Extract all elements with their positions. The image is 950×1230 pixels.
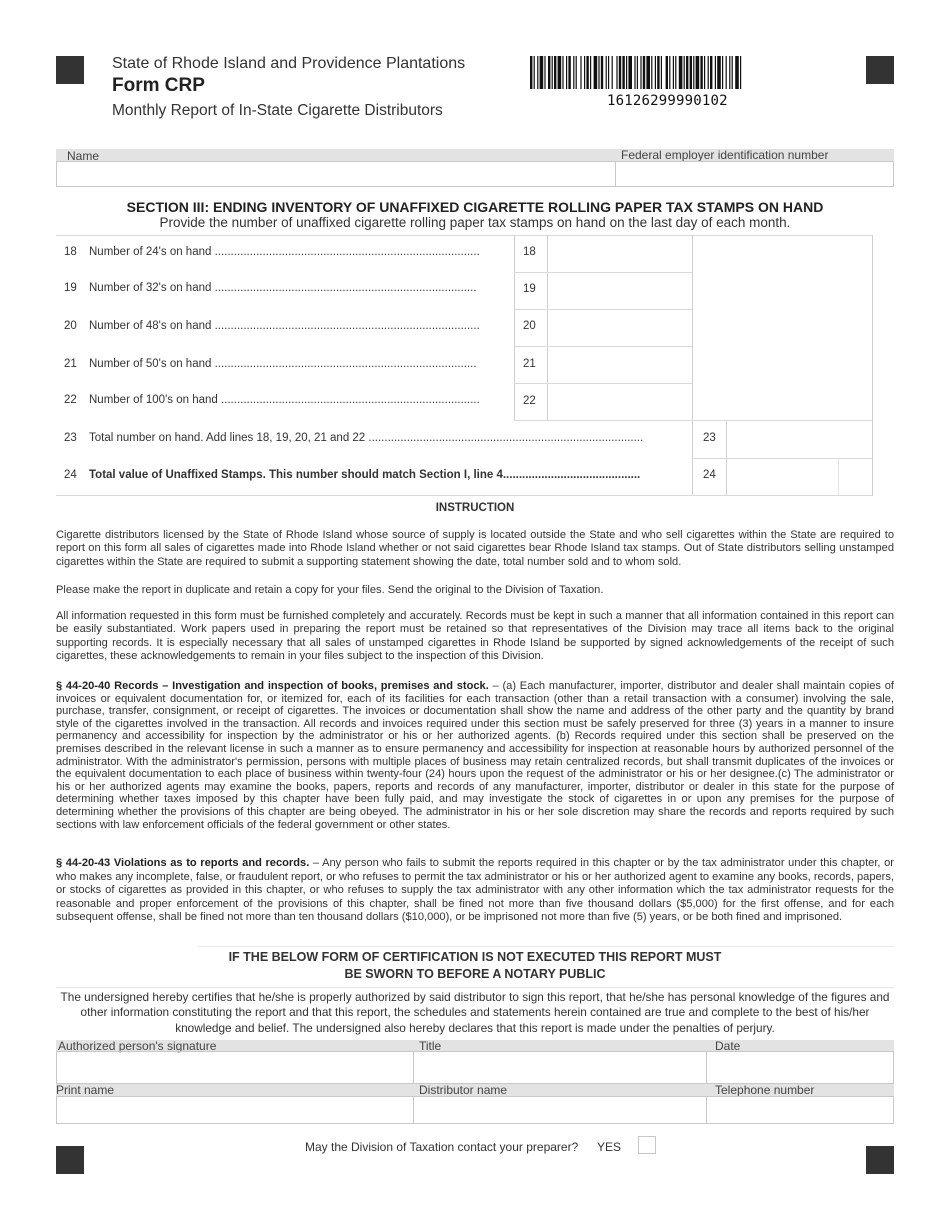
line-23-box-number: 23	[703, 432, 716, 444]
barcode-bar	[640, 56, 641, 89]
barcode-number: 16126299990102	[607, 93, 728, 109]
name-field[interactable]	[56, 161, 616, 187]
print-name-field[interactable]	[56, 1096, 414, 1124]
barcode-bar	[598, 56, 599, 89]
barcode-bar	[612, 56, 613, 89]
barcode-bar	[622, 56, 624, 89]
line-20-number: 20	[64, 320, 77, 332]
barcode-bar	[637, 56, 638, 89]
line-21-input[interactable]	[548, 347, 692, 383]
statute-44-20-40-text: – (a) Each manufacturer, importer, distributor and dealer shall maintain copies of invoices or equivalent documentation for, or itemized for, each of its facilities for each transaction (other than a retail transaction with a consumer) involving the sale, purchase, transfer, consignment, or receipt of cigarettes. The invoices or documentation shall show the name and address of the other party and the quantity by brand style of the cigarettes involved in the transaction. All records and invoices required under this section must be safely preserved for three (3) years in a manner to insure permanency and accessibility for inspection by the administrator or his or her authorized agents. (b) Records required under this section shall be preserved on the premises described in the relevant license in such a manner as to ensure permanency and accessibility for inspection at reasonable hours by authorized personnel of the administrator. With the administrator's permission, persons with multiple places of business may retain centralized records, but shall transmit duplicates of the invoices or the equivalent documentation to each place of business within twenty-four (24) hours upon the request of the administrator or his or her designee.(c) The administrator or his or her authorized agents may examine the books, papers, reports and records of any manufacturer, importer, distributor or dealer in this state for the purpose of determining whether taxes imposed by this chapter have been fully paid, and may investigate the stock of cigarettes in or upon any premises for the purpose of determining whether the provisions of this chapter are being obeyed. The administrator in his or her sole discretion may share the records and reports required by such sections with law enforcement officials of the federal government or other states.	[56, 680, 894, 831]
line-21-number: 21	[64, 358, 77, 370]
preparer-question: May the Division of Taxation contact your preparer?	[305, 1140, 579, 1154]
barcode-bar	[740, 56, 741, 89]
barcode-bar	[657, 56, 659, 89]
line-19-input[interactable]	[548, 273, 692, 309]
barcode-bar	[684, 56, 685, 89]
instruction-paragraph-2: Please make the report in duplicate and retain a copy for your files. Send the original to the Division of Taxation.	[56, 584, 604, 596]
barcode-bar	[562, 56, 563, 89]
barcode-bar	[655, 56, 656, 89]
barcode-bar	[661, 56, 662, 89]
title-field[interactable]	[413, 1051, 707, 1084]
line-21-label: Number of 50's on hand ..................................................................................	[89, 358, 477, 370]
preparer-yes-checkbox[interactable]	[638, 1136, 656, 1154]
table-bottom-border	[56, 495, 872, 496]
barcode	[530, 56, 818, 89]
barcode-bar	[554, 56, 556, 89]
line-24-box-number: 24	[703, 469, 716, 481]
instruction-paragraph-3: All information requested in this form must be furnished completely and accurately. Records must be kept in such a manner that all information contained in this report can be easily substantiated. Work papers used in preparing the report must be retained so that representatives of the Division may trace all items back to the original supporting records. It is especially necessary that all sales of unstamped cigarettes in Rhode Island be supported by signed acknowledgements of the receipt of such cigarettes, these acknowledgements to remain in your files subject to the inspection of this Division.	[56, 610, 894, 663]
col-divider-a	[514, 235, 515, 420]
barcode-bar	[729, 56, 730, 89]
barcode-bar	[616, 56, 617, 89]
line-22-input[interactable]	[548, 384, 692, 420]
line-19-label: Number of 32's on hand ..................................................................................	[89, 282, 477, 294]
distributor-name-label: Distributor name	[419, 1083, 508, 1097]
preparer-yes-label: YES	[597, 1140, 622, 1154]
barcode-bar	[540, 56, 544, 89]
section-3-subtitle: Provide the number of unaffixed cigarette rolling paper tax stamps on hand on the last day of each month.	[159, 215, 791, 230]
statute-44-20-43-heading: § 44-20-43 Violations as to reports and records.	[56, 857, 310, 869]
telephone-field[interactable]	[706, 1096, 894, 1124]
barcode-bar	[722, 56, 723, 89]
barcode-bar	[690, 56, 692, 89]
line-23-label: Total number on hand. Add lines 18, 19, 20, 21 and 22 ......................................................................................	[89, 432, 644, 444]
certification-heading-line-1: IF THE BELOW FORM OF CERTIFICATION IS NOT EXECUTED THIS REPORT MUST	[228, 950, 722, 964]
registration-mark-top-right	[866, 56, 894, 84]
line-24-input[interactable]	[727, 459, 872, 495]
line-24-label: Total value of Unaffixed Stamps. This number should match Section I, line 4...........................................	[89, 469, 641, 481]
barcode-bar	[673, 56, 674, 89]
statute-44-20-40-heading: § 44-20-40 Records – Investigation and inspection of books, premises and stock.	[56, 680, 489, 692]
table-top-border	[56, 235, 872, 236]
barcode-bar	[726, 56, 727, 89]
barcode-bar	[704, 56, 705, 89]
name-label: Name	[67, 149, 100, 163]
line-22-number: 22	[64, 394, 77, 406]
barcode-bar	[594, 56, 598, 89]
barcode-bar	[530, 56, 532, 89]
barcode-bar	[626, 56, 627, 89]
fein-field[interactable]	[615, 161, 894, 187]
barcode-bar	[686, 56, 688, 89]
date-label: Date	[715, 1039, 741, 1053]
col-divider-c	[692, 235, 693, 496]
barcode-bar	[715, 56, 716, 89]
line-18-number: 18	[64, 246, 77, 258]
barcode-bar	[566, 56, 567, 89]
barcode-bar	[651, 56, 652, 89]
certification-text: The undersigned hereby certifies that he/she is properly authorized by said distributor to sign this report, that he/she has personal knowledge of the figures and other information constituting the report and that this report, the schedules and statements herein contained are true and complete to the best of his/her knowledge and belief. The undersigned also hereby declares that this report is made under the penalties of perjury.	[60, 990, 890, 1035]
barcode-bar	[666, 56, 668, 89]
barcode-bar	[700, 56, 702, 89]
barcode-bar	[584, 56, 585, 89]
barcode-bar	[568, 56, 570, 89]
certification-mid-rule	[56, 987, 894, 988]
barcode-bar	[606, 56, 607, 89]
line-20-box-number: 20	[523, 320, 536, 332]
barcode-bar	[646, 56, 650, 89]
state-name: State of Rhode Island and Providence Plantations	[112, 55, 466, 72]
line-18-label: Number of 24's on hand ...................................................................................	[89, 246, 480, 258]
print-name-label: Print name	[56, 1083, 115, 1097]
barcode-bar	[608, 56, 609, 89]
line-23-input[interactable]	[727, 421, 872, 458]
barcode-bar	[548, 56, 550, 89]
barcode-bar	[628, 56, 632, 89]
line-18-input[interactable]	[548, 236, 692, 272]
date-field[interactable]	[706, 1051, 894, 1084]
line-19-number: 19	[64, 282, 77, 294]
line-20-label: Number of 48's on hand ...................................................................................	[89, 320, 480, 332]
signature-label: Authorized person's signature	[58, 1039, 217, 1053]
registration-mark-bottom-left	[56, 1146, 84, 1174]
barcode-bar	[601, 56, 603, 89]
section-3-title: SECTION III: ENDING INVENTORY OF UNAFFIXED CIGARETTE ROLLING PAPER TAX STAMPS ON HAND	[126, 199, 824, 215]
fein-label: Federal employer identification number	[621, 148, 829, 162]
instruction-paragraph-5	[56, 857, 894, 925]
instruction-paragraph-1: Cigarette distributors licensed by the State of Rhode Island whose source of supply is located outside the State and who sell cigarettes within the State are required to report on this form all sales of cigarettes made into Rhode Island whether or not said cigarettes bear Rhode Island tax stamps. Out of State distributors selling unstamped cigarettes within the State are required to submit a supporting statement showing the date, total number sold and to whom sold.	[56, 529, 894, 568]
registration-mark-top-left	[56, 56, 84, 84]
barcode-bar	[675, 56, 676, 89]
barcode-bar	[643, 56, 645, 89]
barcode-bar	[586, 56, 588, 89]
barcode-bar	[534, 56, 535, 89]
line-23-number: 23	[64, 432, 77, 444]
barcode-bar	[669, 56, 670, 89]
barcode-bar	[573, 56, 574, 89]
barcode-bar	[619, 56, 621, 89]
distributor-name-field[interactable]	[413, 1096, 707, 1124]
barcode-bar	[590, 56, 591, 89]
title-label: Title	[419, 1039, 442, 1053]
line-19-box-number: 19	[523, 283, 536, 295]
barcode-bar	[634, 56, 635, 89]
line-20-input[interactable]	[548, 310, 692, 346]
form-title: Form CRP	[112, 75, 205, 96]
barcode-bar	[732, 56, 733, 89]
line-21-box-number: 21	[523, 358, 536, 370]
certification-top-rule	[198, 946, 894, 947]
instruction-heading: INSTRUCTION	[435, 502, 515, 514]
certification-heading-line-2: BE SWORN TO BEFORE A NOTARY PUBLIC	[344, 967, 606, 981]
barcode-bar	[696, 56, 700, 89]
statute-44-20-43-text: – Any person who fails to submit the reports required in this chapter or by the tax administrator under this chapter, or who makes any incomplete, false, or fraudulent report, or who refuses to permit the tax administrator or his or her authorized agent to examine any books, records, papers, or stocks of cigarettes as provided in this chapter, or who refuses to supply the tax administrator with any other information which the tax administrator requests for the reasonable and proper enforcement of the provisions of this chapter, shall be fined not more than five thousand dollars ($5,000) for the first offense, and for each subsequent offense, shall be fined not more than ten thousand dollars ($10,000), or be imprisoned not more than five (5) years, or be both fined and imprisoned.	[56, 857, 895, 924]
barcode-bar	[544, 56, 545, 89]
line-24-number: 24	[64, 469, 77, 481]
barcode-bar	[735, 56, 739, 89]
barcode-bar	[717, 56, 721, 89]
barcode-bar	[693, 56, 694, 89]
signature-field[interactable]	[56, 1051, 414, 1084]
barcode-bar	[576, 56, 577, 89]
instruction-paragraph-4	[56, 680, 894, 831]
barcode-bar	[537, 56, 538, 89]
registration-mark-bottom-right	[866, 1146, 894, 1174]
line-22-box-number: 22	[523, 395, 536, 407]
form-subtitle: Monthly Report of In-State Cigarette Distributors	[112, 102, 443, 119]
barcode-bar	[558, 56, 562, 89]
barcode-bar	[580, 56, 581, 89]
barcode-bar	[708, 56, 709, 89]
telephone-label: Telephone number	[715, 1083, 815, 1097]
table-right-border	[872, 235, 873, 496]
barcode-bar	[710, 56, 712, 89]
barcode-bar	[552, 56, 553, 89]
barcode-bar	[679, 56, 683, 89]
line-22-label: Number of 100's on hand .................................................................................	[89, 394, 480, 406]
line-18-box-number: 18	[523, 246, 536, 258]
